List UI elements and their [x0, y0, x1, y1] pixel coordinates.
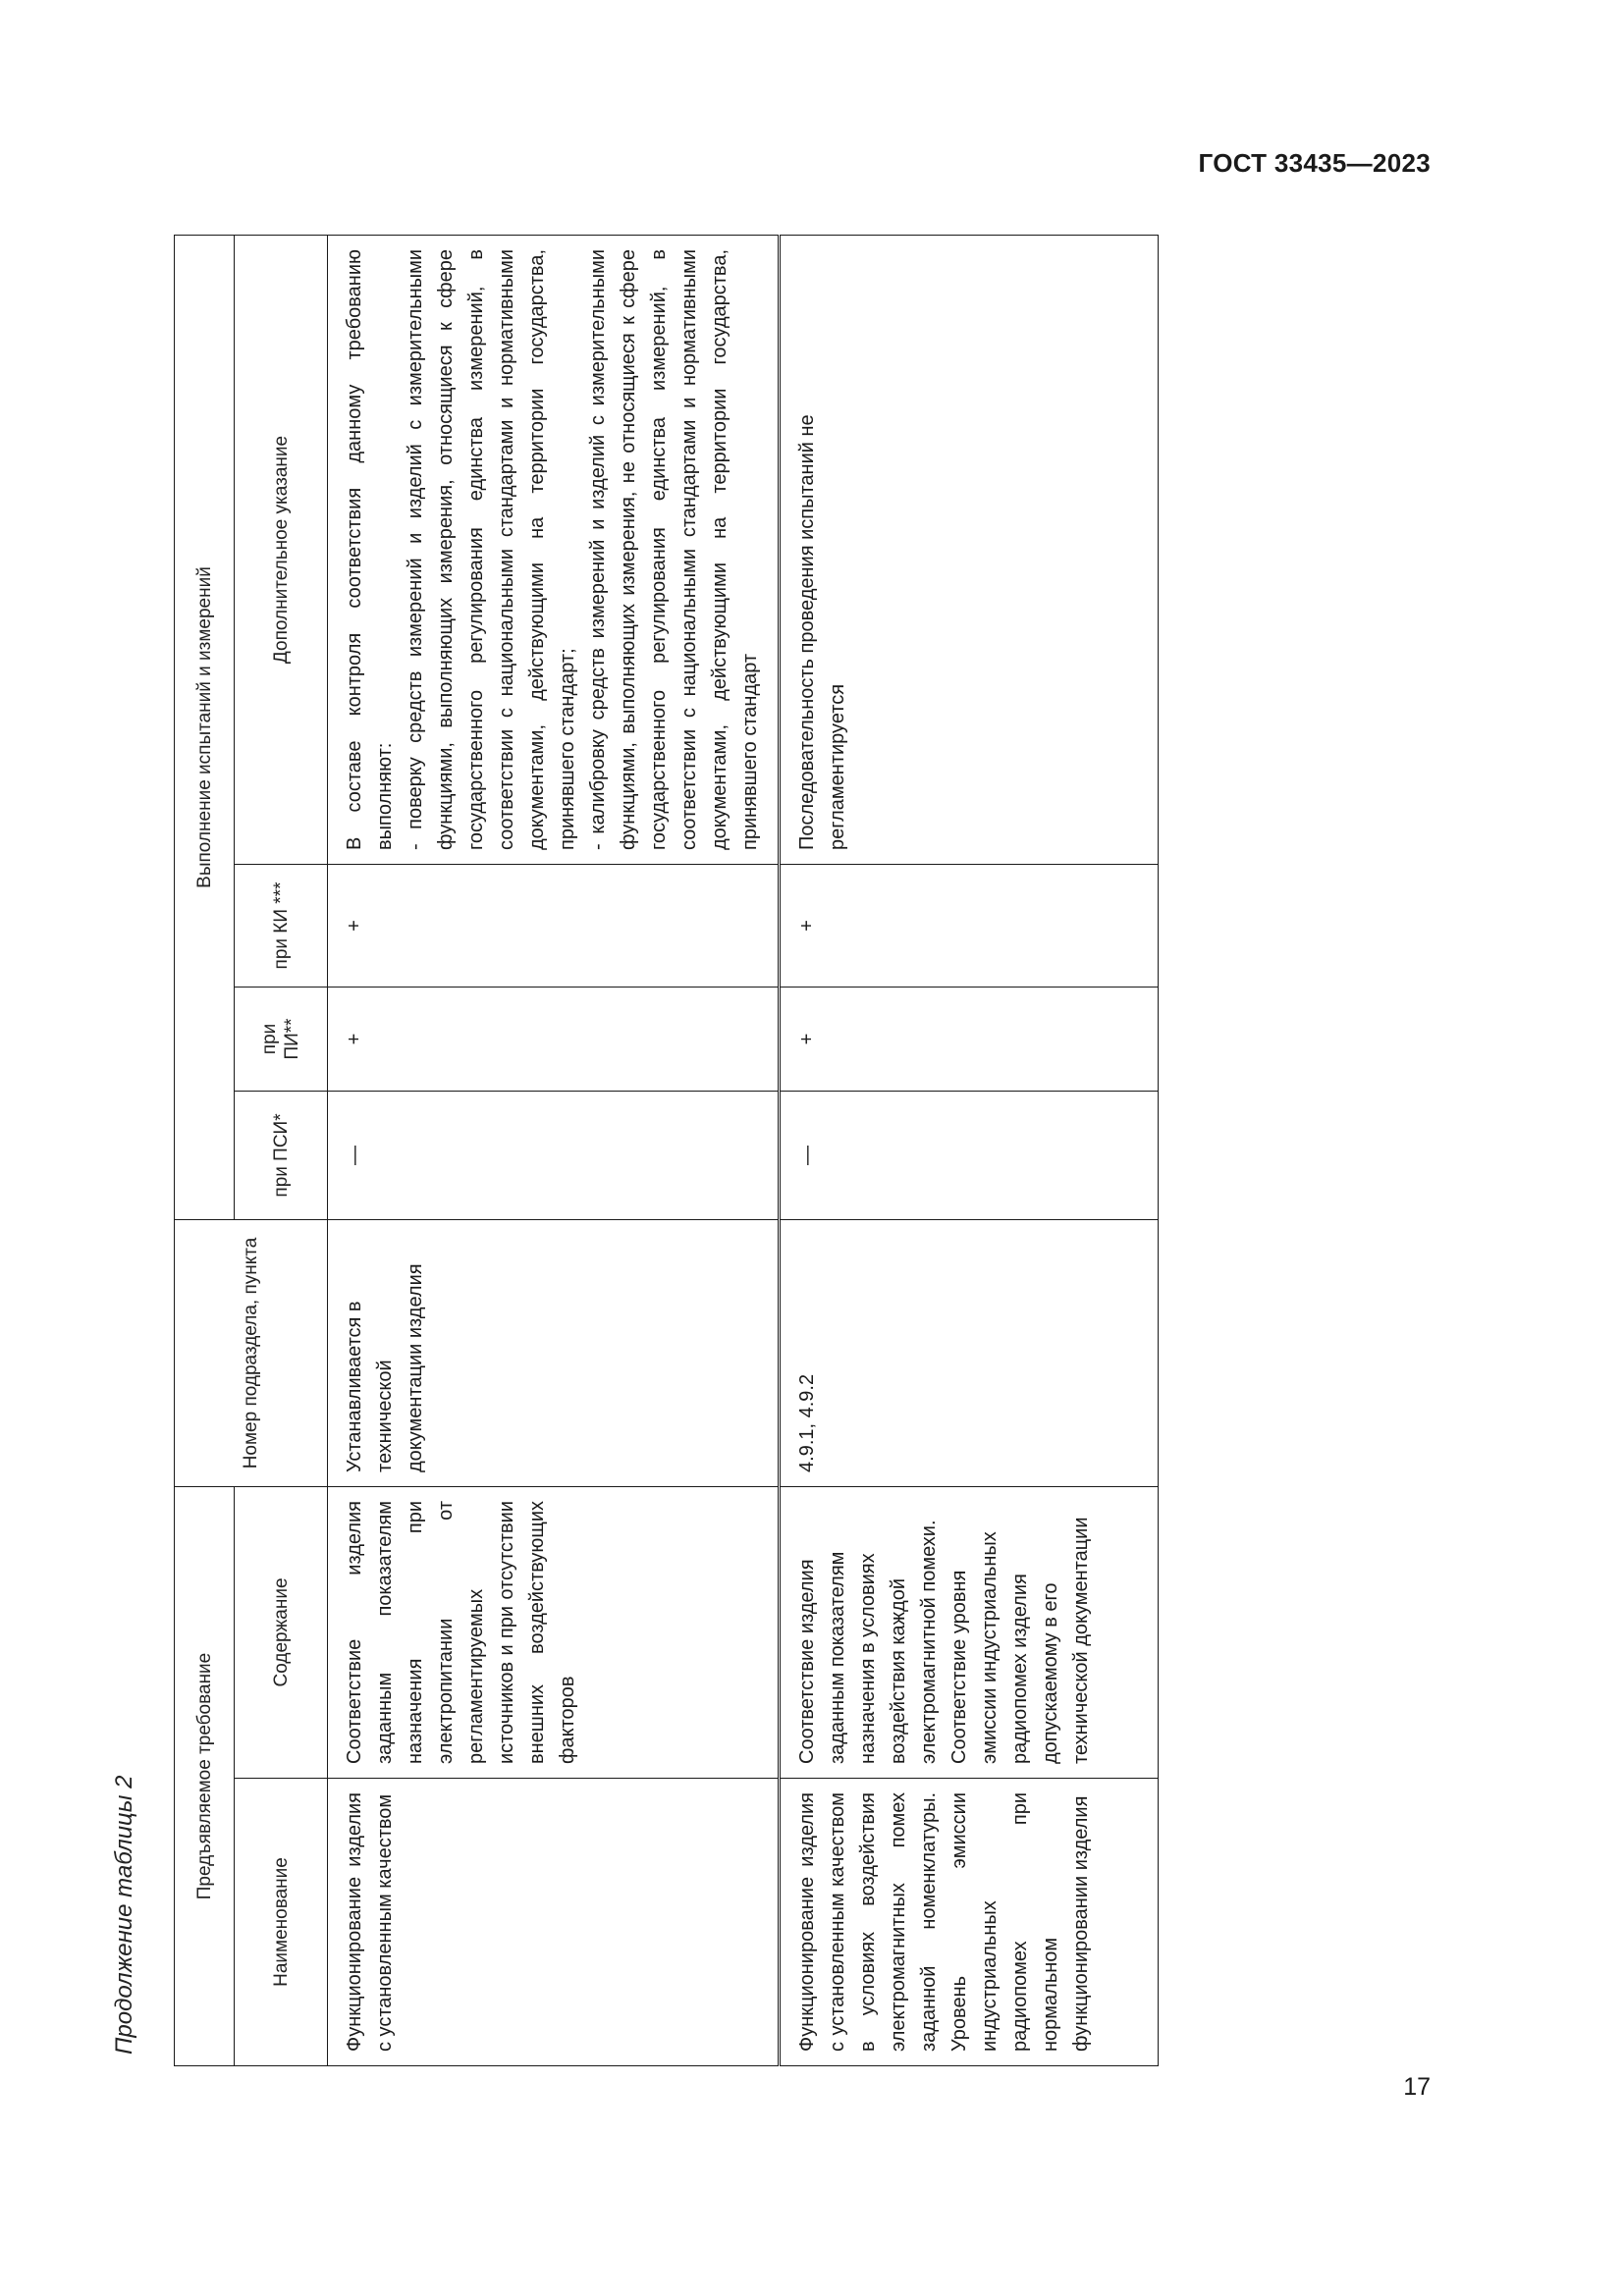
cell-section: 4.9.1, 4.9.2 — [780, 1219, 1159, 1486]
requirements-table — [174, 235, 1159, 2066]
note-line: В составе контроля соответствия данному требованию выполняют: — [344, 248, 396, 850]
header-pi: при ПИ** — [235, 987, 328, 1091]
header-content: Содержание — [235, 1486, 328, 1778]
rotated-table-page — [107, 191, 1092, 2066]
note-line: - поверку средств измерений и изделий с измерительными функциями, выполняющих измерения, относящиеся к сфере государственного регулирования единства измерений, в соответствии с национальными стандартами и нормативными документами, действующими на территории государства, принявшего стандарт; — [405, 248, 578, 850]
cell-ki: + — [328, 864, 780, 987]
cell-ki: + — [780, 864, 1159, 987]
table-row — [780, 235, 1159, 2065]
header-section: Номер подраздела, пункта — [175, 1219, 328, 1486]
cell-content: Соответствие изделия заданным показателям назначения при электропитании от регламентируемых источников и при отсутствии внешних воздействующих факторов — [328, 1486, 780, 1778]
cell-name: Функционирование изделия с установленным качеством в условиях воздействия электромагнитных помех заданной номенклатуры. Уровень эмиссии индустриальных радиопомех при нормальном функционировании изделия — [780, 1779, 1159, 2066]
cell-note — [780, 235, 1159, 864]
cell-section: Устанавливается в технической документации изделия — [328, 1219, 780, 1486]
page-number: 17 — [1403, 2073, 1431, 2101]
header-tests-group: Выполнение испытаний и измерений — [175, 235, 235, 1219]
cell-note — [328, 235, 780, 864]
header-ki: при КИ *** — [235, 864, 328, 987]
cell-pi: + — [780, 987, 1159, 1091]
document-code: ГОСТ 33435—2023 — [1198, 148, 1431, 178]
header-name: Наименование — [235, 1779, 328, 2066]
header-requirement-group: Предъявляемое требование — [175, 1486, 235, 2065]
cell-psi: — — [328, 1091, 780, 1219]
header-psi: при ПСИ* — [235, 1091, 328, 1219]
cell-psi: — — [780, 1091, 1159, 1219]
cell-pi: + — [328, 987, 780, 1091]
table-caption: Продолжение таблицы 2 — [111, 1775, 137, 2055]
header-note: Дополнительное указание — [235, 235, 328, 864]
table-row — [328, 235, 780, 2065]
note-line: Последовательность проведения испытаний не регламентируется — [796, 414, 848, 850]
note-line: - калибровку средств измерений и изделий с измерительными функциями, выполняющих измерения, не относящиеся к сфере государственного регулирования единства измерений, в соответствии с национальными стандартами и нормативными документами, действующими на территории государства, принявшего стандарт — [587, 248, 761, 850]
cell-name: Функционирование изделия с установленным качеством — [328, 1779, 780, 2066]
cell-content: Соответствие изделия заданным показателям назначения в условиях воздействия каждой электромагнитной помехи. Соответствие уровня эмиссии индустриальных радиопомех изделия допускаемому в его технической документации — [780, 1486, 1159, 1778]
